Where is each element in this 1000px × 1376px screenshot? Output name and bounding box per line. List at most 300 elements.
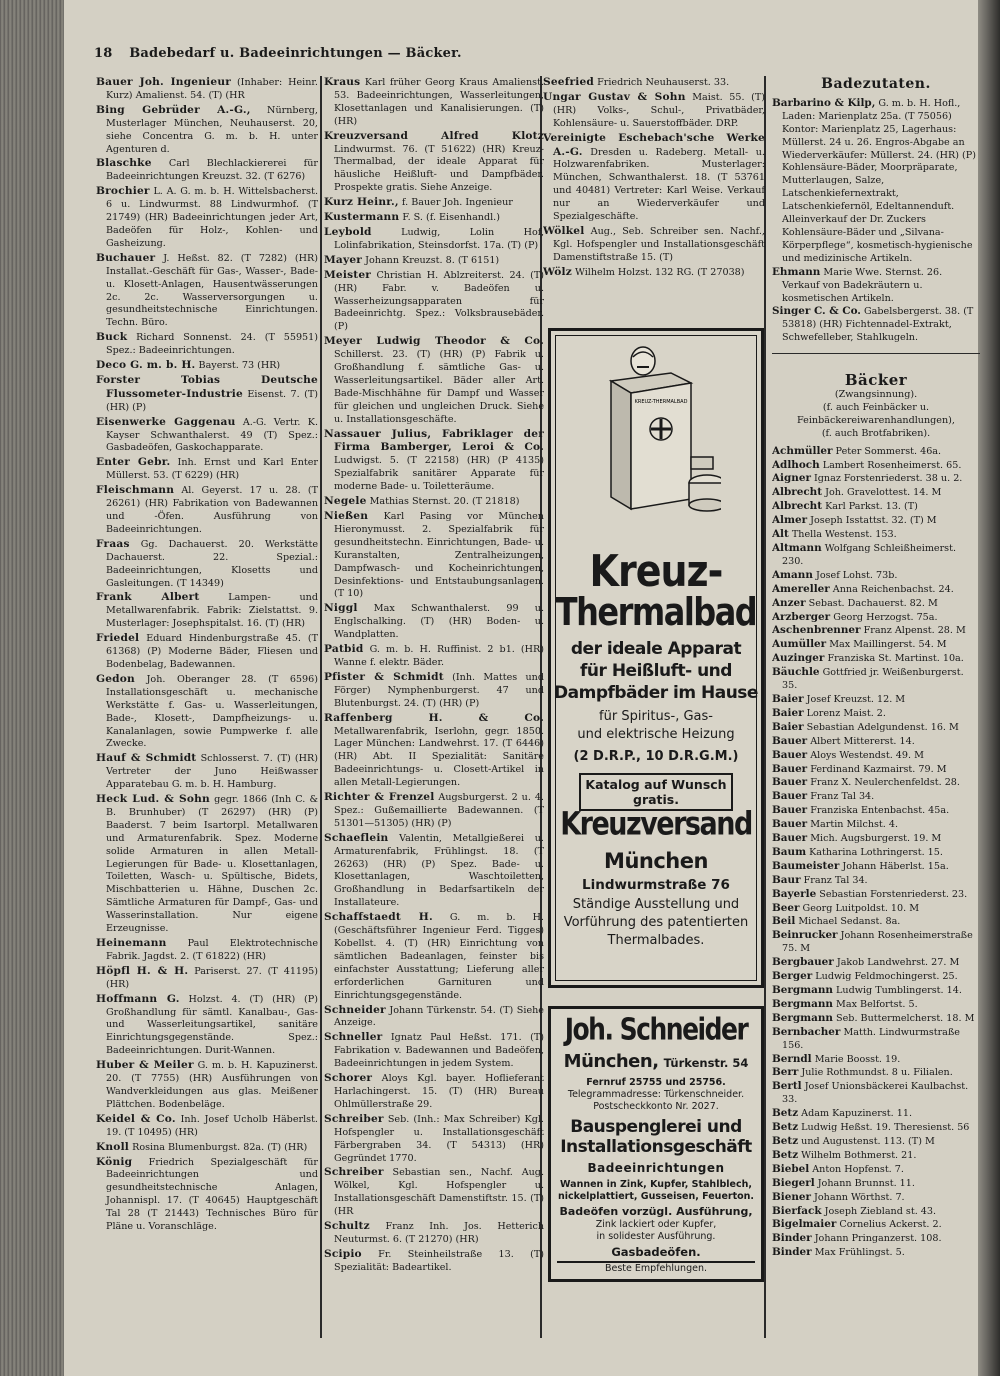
ad2-gas: Gasbadeöfen. <box>611 1245 701 1259</box>
directory-entry <box>96 793 318 936</box>
entry-name: Beil <box>772 915 796 928</box>
entry-name: Frank Albert <box>96 591 200 604</box>
entry-name: Kustermann <box>324 211 400 224</box>
entry-text: Fr. Steinheilstraße 13. (T) Spezialität: Badeartikel. <box>334 1248 544 1273</box>
entry-name: Schneller <box>324 1031 383 1044</box>
entry-name: Betz <box>772 1121 799 1134</box>
directory-entry <box>772 1135 980 1149</box>
entry-name: Kreuzversand Alfred Klotz <box>324 129 544 142</box>
entry-name: Niggl <box>324 602 358 615</box>
entry-name: Seefried <box>543 76 595 88</box>
entry-name: Albrecht <box>772 486 823 499</box>
directory-entry <box>324 911 544 1002</box>
entry-text: Eduard Hindenburgstraße 45. (T 61368) (P) Moderne Bäder, Fliesen und Bodenbelag, Badewannen. <box>106 633 318 670</box>
entry-name: Bierfack <box>772 1204 822 1217</box>
directory-entry <box>324 643 544 670</box>
entry-name: Bauer <box>772 776 808 789</box>
entry-text: Ludwigst. 5. (T 22158) (HR) (P 4135) Spezialfabrik sanitärer Apparate für moderne Bade- u. Toiletteräume. <box>334 455 544 493</box>
directory-entry <box>96 1141 318 1155</box>
page-number: 18 <box>94 46 113 61</box>
entry-name: Schaeflein <box>324 831 389 844</box>
directory-entry <box>772 1026 980 1053</box>
directory-entry <box>772 735 980 749</box>
ad-line: und elektrische Heizung <box>577 727 735 742</box>
directory-entry <box>772 1053 980 1067</box>
entry-text: Adam Kapuzinerst. 11. <box>801 1108 912 1120</box>
directory-entry <box>772 1246 980 1260</box>
entry-text: gegr. 1866 (Inh C. & B. Brunhuber) (T 26297) (HR) (P) Baaderst. 7 beim Isartorpl. Metallwaren und Armaturenfabrik. Spez. Moderne solide Armaturen in allen Metall-Legierungen für Bade- u. Klosettanlagen, Toiletten, Wasch- u. Spültische, Bidets, Mischbatterien u. Hähne, Duschen 2c. Sämtliche Armaturen für Dampf-, Gas- und Wasserinstallation. Nur eigene Erzeugnisse. <box>106 794 318 935</box>
entry-text: Schlosserst. 7. (T) (HR) Vertreter der Juno Heißwasser Apparatebau G. m. b. H. Hamburg. <box>106 753 318 791</box>
directory-entry <box>96 673 318 751</box>
directory-entry <box>772 818 980 832</box>
entry-text: Max Frühlingst. 5. <box>814 1247 905 1259</box>
entry-name: Heinemann <box>96 937 167 949</box>
entry-text: Anton Hopfenst. 7. <box>812 1163 904 1175</box>
entry-text: Martin Milchst. 4. <box>810 819 899 831</box>
schneider-advertisement <box>548 1006 764 1282</box>
kreuz-thermalbad-advertisement <box>548 328 764 988</box>
entry-name: Eisenwerke Gaggenau <box>96 415 236 428</box>
directory-entry <box>772 984 980 998</box>
entry-name: Achmüller <box>772 444 833 457</box>
entry-name: Betz <box>772 1148 799 1161</box>
section-title-badezutaten: Badezutaten. <box>821 76 931 92</box>
ad2-business: Bauspenglerei und <box>570 1117 742 1137</box>
ad2-offer: in solidester Ausführung. <box>596 1231 716 1242</box>
entry-name: Biener <box>772 1190 811 1203</box>
entry-name: Buchauer <box>96 251 156 264</box>
entry-name: Buck <box>96 331 128 344</box>
ad-line: der ideale Apparat <box>570 639 742 659</box>
directory-entry <box>324 130 544 196</box>
entry-name: Betz <box>772 1134 799 1147</box>
entry-name: Baum <box>772 845 807 858</box>
entry-text: Ludwig Feldmochingerst. 25. <box>815 971 958 983</box>
entry-text: Pariserst. 27. (T 41195) (HR) <box>106 965 318 990</box>
directory-entry <box>324 712 544 790</box>
directory-entry <box>324 76 544 129</box>
entry-name: Wölkel <box>543 224 585 237</box>
directory-entry <box>772 500 980 514</box>
column-rule <box>320 76 322 1338</box>
directory-entry <box>772 1163 980 1177</box>
entry-text: (Inhaber: Heinr. Kurz) Amalienst. 54. (T) (HR <box>106 77 318 101</box>
entry-text: Joseph Isstattst. 32. (T) M <box>810 515 937 527</box>
entry-text: Sebast. Dachauerst. 82. M <box>808 597 938 609</box>
entry-text: Katharina Lothringerst. 15. <box>809 846 943 858</box>
entry-name: Bergmann <box>772 1011 833 1024</box>
directory-entry <box>96 538 318 591</box>
entry-name: Altmann <box>772 542 822 554</box>
entry-text: Wolfgang Schleißheimerst. 230. <box>782 543 957 567</box>
entry-text: Al. Geyerst. 17 u. 28. (T 26261) (HR) Fabrikation von Badewannen und -Öfen. Ausführung von Badeeinrichtungen. <box>106 485 318 535</box>
entry-text: Marie Wwe. Sternst. 26. Verkauf von Badekräutern u. kosmetischen Artikeln. <box>782 266 943 304</box>
directory-entry <box>772 749 980 763</box>
directory-entry <box>96 752 318 792</box>
directory-entry <box>772 1121 980 1135</box>
entry-text: Johann Wörthst. 7. <box>814 1191 905 1203</box>
entry-text: Friedrich Neuhauserst. 33. <box>597 77 730 88</box>
entry-text: Michael Sedanst. 8a. <box>798 916 901 928</box>
entry-name: Scipio <box>324 1247 362 1260</box>
directory-entry <box>324 269 544 335</box>
entry-name: Baier <box>772 706 804 719</box>
entry-name: Arzberger <box>772 610 831 623</box>
entry-text: Eisenst. 7. (T) (HR) (P) <box>106 388 318 413</box>
entry-text: Johann Kreuzst. 8. (T 6151) <box>365 254 500 266</box>
ad-headline: Thermalbad <box>555 589 757 635</box>
directory-entry <box>324 196 544 210</box>
directory-entry <box>772 597 980 611</box>
directory-entry <box>772 486 980 500</box>
entry-text: Thella Westenst. 153. <box>791 529 897 541</box>
tank-label: KREUZ-THERMALBAD <box>634 399 688 405</box>
entry-name: Schaffstaedt H. <box>324 911 433 924</box>
directory-entry <box>96 1059 318 1112</box>
directory-entry <box>772 721 980 735</box>
entry-text: Franz Tal 34. <box>803 874 868 886</box>
directory-entry <box>772 1218 980 1232</box>
directory-entry <box>324 1166 544 1219</box>
directory-entry <box>324 495 544 509</box>
directory-entry <box>772 970 980 984</box>
entry-name: Albrecht <box>772 500 823 513</box>
entry-name: Brochier <box>96 185 150 198</box>
ad2-name: Joh. Schneider <box>564 1012 748 1047</box>
ad2-offer: Zink lackiert oder Kupfer, <box>595 1219 717 1230</box>
entry-name: Ungar Gustav & Sohn <box>543 90 686 103</box>
directory-entry <box>772 860 980 874</box>
entry-name: Pfister & Schmidt <box>324 670 444 683</box>
directory-entry <box>96 591 318 631</box>
ad-street: Lindwurmstraße 76 <box>582 877 730 893</box>
directory-entry <box>772 445 980 459</box>
entry-name: Fleischmann <box>96 484 175 497</box>
entry-text: Franziska St. Martinst. 10a. <box>827 653 964 665</box>
directory-entry <box>772 998 980 1012</box>
entry-name: Aumüller <box>772 638 827 651</box>
entry-text: Aloys Westendst. 49. M <box>810 749 924 761</box>
entry-name: Bäuchle <box>772 666 820 679</box>
entry-text: Max Belfortst. 5. <box>836 998 918 1010</box>
directory-entry <box>772 763 980 777</box>
directory-entry <box>772 693 980 707</box>
entry-text: Josef Lohst. 73b. <box>815 569 898 581</box>
directory-entry <box>324 226 544 253</box>
ad2-business: Installationsgeschäft <box>560 1137 752 1157</box>
entry-text: Franz Alpenst. 28. M <box>863 625 966 637</box>
entry-name: Baumeister <box>772 859 840 872</box>
directory-entry <box>543 91 765 131</box>
ad2-footer: Beste Empfehlungen. <box>605 1263 707 1274</box>
entry-name: Bauer <box>772 790 808 803</box>
entry-name: Schneider <box>324 1003 386 1016</box>
entry-text: Paul Elektrotechnische Fabrik. Jagdst. 2. (T 61822) (HR) <box>106 938 318 962</box>
entry-name: Alt <box>772 528 789 541</box>
directory-entry <box>96 331 318 358</box>
directory-entry <box>772 528 980 542</box>
entry-name: Vereinigte Eschebach'sche Werke A.-G. <box>543 131 765 158</box>
directory-entry <box>96 76 318 103</box>
entry-text: Holzst. 4. (T) (HR) (P) Großhandlung für sämtl. Kanalbau-, Gas- und Wasserleitungsartikel, sanitäre Einrichtungsgegenstände. Spez.: Badeeinrichtungen. Durit-Wannen. <box>106 993 318 1057</box>
directory-entry <box>324 832 544 910</box>
entry-text: Carl Blechlackiererei für Badeeinrichtungen Kreuzst. 32. (T 6276) <box>106 158 318 183</box>
entry-name: Bauer <box>772 734 808 747</box>
entry-text: Inh. Josef Ucholb Häberlst. 19. (T 10495) (HR) <box>106 1113 318 1138</box>
entry-text: Metallwarenfabrik, Iserlohn, gegr. 1850. Lager München: Landwehrst. 17. (T 6446) (HR) Abt. II Spezialität: Sanitäre Badeeinrichtungs- u. Closett-Artikel in allen Metall-Legierungen. <box>334 725 544 789</box>
entry-text: Rosina Blumenburgst. 82a. (T) (HR) <box>132 1141 308 1153</box>
entry-text: Sebastian Forstenriederst. 23. <box>819 888 968 900</box>
entry-name: Nießen <box>324 510 369 522</box>
entry-text: Karl Pasing vor München Hieronymusst. 2. Spezialfabrik für gesundheitstechn. Einrichtungen, Bade- u. Kuranstalten, Zentralheizungen, Dampfwasch- und Kocheinrichtungen, Desinfektions- und Entstaubungsanlagen. (T 10) <box>334 511 544 600</box>
entry-text: Sebastian sen., Nachf. Aug. Wölkel, Kgl. Hofspengler u. Installationsgeschäft Damenstiftstr. 15. (T) (HR <box>334 1167 544 1218</box>
entry-name: Bergbauer <box>772 956 834 969</box>
entry-text: F. S. (f. Eisenhandl.) <box>402 212 500 224</box>
directory-entry <box>772 888 980 902</box>
entry-text: Matth. Lindwurmstraße 156. <box>782 1026 960 1051</box>
entry-name: Keidel & Co. <box>96 1112 176 1125</box>
directory-entry <box>324 1220 544 1247</box>
ad-headline: Kreuz- <box>589 545 723 597</box>
entry-name: Heck Lud. & Sohn <box>96 793 210 806</box>
entry-text: A.-G. Vertr. K. Kayser Schwanthalerst. 49 (T) Spez.: Gasbadeöfen, Gaskochapparate. <box>106 416 318 454</box>
entry-name: Huber & Meiler <box>96 1059 194 1072</box>
entry-text: (Inh. Mattes und Förger) Nymphenburgerst. 47 und Blutenburgst. 24. (T) (HR) (P) <box>334 671 544 709</box>
entry-name: Fraas <box>96 537 130 550</box>
entry-name: Kraus <box>324 76 361 88</box>
entry-name: Schorer <box>324 1072 373 1085</box>
entry-text: Aloys Kgl. bayer. Hoflieferant Harlachingerst. 15. (T) (HR) Bureau Ohlmüllerstraße 29. <box>334 1073 544 1110</box>
entry-text: Gg. Dachauerst. 20. Werkstätte Dachauerst. 22. Spezial.: Badeeinrichtungen, Klosetts und Gasleitungen. (T 14349) <box>106 538 318 589</box>
ad2-street: Türkenstr. 54 <box>663 1056 749 1070</box>
entry-text: Jakob Landwehrst. 27. M <box>836 957 960 969</box>
entry-name: Aigner <box>772 472 811 485</box>
directory-entry <box>324 254 544 268</box>
entry-text: Gabelsbergerst. 38. (T 53818) (HR) Fichtennadel-Extrakt, Schwefelleber, Stahlkugeln. <box>782 306 974 344</box>
ad2-city: München, <box>563 1051 659 1072</box>
entry-name: Anzer <box>772 596 806 609</box>
ad-line: für Heißluft- und <box>580 661 732 681</box>
directory-entry <box>772 542 980 569</box>
entry-text: Aug., Seb. Schreiber sen. Nachf., Kgl. Hofspengler und Installationsgeschäft Damenstiftstraße 15. (T) <box>553 225 765 263</box>
entry-name: Meyer Ludwig Theodor & Co. <box>324 335 544 348</box>
ad2-products: nickelplattiert, Gusseisen, Feuerton. <box>557 1191 755 1202</box>
entry-name: Schultz <box>324 1220 370 1233</box>
ad-catalog-box: Katalog auf Wunsch gratis. <box>579 773 733 811</box>
entry-text: Ferdinand Kazmairst. 79. M <box>810 763 947 775</box>
column-d <box>772 76 980 1346</box>
directory-entry <box>96 1113 318 1140</box>
directory-entry <box>772 652 980 666</box>
entry-name: Bauer <box>772 748 808 761</box>
page-title: Badebedarf u. Badeeinrichtungen — Bäcker. <box>129 46 462 61</box>
directory-entry <box>772 305 980 345</box>
entry-name: Baur <box>772 873 801 886</box>
entry-text: Seb. (Inh.: Max Schreiber) Kgl. Hofspengler u. Installationsgeschäft Färbergraben 34. (T 54313) (HR) Gegründet 1770. <box>334 1113 544 1164</box>
entry-text: Inh. Ernst und Karl Enter Müllerst. 53. (T 6229) (HR) <box>106 457 318 482</box>
entry-text: Johann Rosenheimerstraße 75. M <box>782 930 973 955</box>
entry-name: Bing Gebrüder A.-G., <box>96 103 251 116</box>
directory-entry <box>772 266 980 306</box>
directory-entry <box>324 1113 544 1166</box>
entry-name: Mayer <box>324 253 363 266</box>
entry-text: Josef Kreuzst. 12. M <box>806 693 906 705</box>
entry-name: Richter & Frenzel <box>324 791 435 804</box>
entry-text: Ludwig Tumblingerst. 14. <box>836 985 962 996</box>
entry-name: Berndl <box>772 1052 812 1065</box>
entry-name: Beinrucker <box>772 929 838 942</box>
entry-name: Knoll <box>96 1140 130 1153</box>
entry-text: Gottfried jr. Weißenburgerst. 35. <box>782 667 964 692</box>
entry-text: Lampen- und Metallwarenfabrik. Fabrik: Zielstattst. 9. Musterlager: Josephspitalst. 16. (T) (HR) <box>106 592 318 630</box>
entry-text: G. m. b. H. Kapuzinerst. 20. (T 7755) (HR) Ausführungen von Wandverkleidungen aus glas. Meißener Plättchen. Bodenbeläge. <box>106 1060 318 1110</box>
directory-entry <box>772 1149 980 1163</box>
ad-city: München <box>604 849 708 873</box>
directory-entry <box>772 1080 980 1107</box>
directory-entry <box>96 1156 318 1234</box>
directory-entry <box>772 1191 980 1205</box>
entry-name: Deco G. m. b. H. <box>96 359 196 372</box>
entry-text: Peter Sommerst. 46a. <box>835 445 942 457</box>
directory-entry <box>772 1012 980 1026</box>
entry-text: Ignaz Forstenriederst. 38 u. 2. <box>813 473 963 485</box>
ad-company: Kreuzversand <box>560 805 752 844</box>
directory-entry <box>772 832 980 846</box>
entry-text: Joseph Ziebland st. 43. <box>824 1205 937 1217</box>
entry-name: Raffenberg H. & Co. <box>324 711 544 724</box>
section-divider <box>772 353 980 354</box>
directory-entry <box>772 1205 980 1219</box>
page-header <box>94 46 734 70</box>
directory-entry <box>772 569 980 583</box>
entry-name: Enter Gebr. <box>96 456 171 469</box>
directory-entry <box>772 846 980 860</box>
entry-name: Gedon <box>96 672 135 685</box>
directory-entry <box>772 624 980 638</box>
entry-name: Höpfl H. & H. <box>96 964 189 977</box>
ad2-postcheck: Postscheckkonto Nr. 2027. <box>593 1101 719 1112</box>
entry-text: Ludwig, Lolin Hof, Lolinfabrikation, Steinsdorfst. 17a. (T) (P) <box>334 226 544 251</box>
entry-text: J. Heßst. 82. (T 7282) (HR) Installat.-Geschäft für Gas-, Wasser-, Bade- u. Klosett-Anlagen, Hausentwässerungen 2c. 2c. Wasserversorgungen u. gesundheitstechnische Einrichtungen. Techn. Büro. <box>106 252 318 329</box>
ad-line: Ständige Ausstellung und <box>572 897 740 912</box>
directory-entry <box>772 666 980 693</box>
entry-name: Bertl <box>772 1080 802 1093</box>
entry-name: König <box>96 1155 133 1168</box>
entry-name: Meister <box>324 268 372 281</box>
entry-name: Forster Tobias Deutsche Flussometer-Industrie <box>96 373 318 400</box>
directory-entry <box>543 132 765 224</box>
directory-entry <box>96 252 318 330</box>
entry-text: G. m. b. H. Ruffinist. 2 b1. (HR) Wanne f. elektr. Bäder. <box>334 644 544 668</box>
directory-entry <box>772 956 980 970</box>
directory-entry <box>96 456 318 483</box>
badezutaten-entries <box>772 97 980 345</box>
entry-text: Karl Parkst. 13. (T) <box>825 501 918 513</box>
entry-text: Franz Inh. Jos. Hetterich Neuturmst. 6. (T 21270) (HR) <box>334 1221 544 1245</box>
entry-text: G. m. b. H. (Geschäftsführer Ingenieur Ferd. Tigges) Kobellst. 4. (T) (HR) Einrichtung von sämtlichen Badeanlagen, feinster bis einfachster Ausstattung; Lieferung aller erforderlichen Garnituren und Einrichtungsgegenstände. <box>334 912 544 1001</box>
ad2-telegram: Telegrammadresse: Türkenschneider. <box>567 1089 745 1100</box>
entry-text: Valentin, Metallgießerei u. Armaturenfabrik, Frühlingst. 18. (T 26263) (HR) (P) Spez. Bade- u. Klosettanlagen, Waschtoiletten, Großhandlung in Bedarfsartikeln der Installateure. <box>334 832 544 909</box>
entry-name: Bauer Joh. Ingenieur <box>96 76 231 88</box>
entry-text: Josef Unionsbäckerei Kaulbachst. 33. <box>782 1081 969 1106</box>
directory-entry <box>772 707 980 721</box>
section-subtitle: (Zwangsinnung). <box>834 389 918 401</box>
entry-text: Max Maillingerst. 54. M <box>829 639 947 651</box>
entry-text: Albert Mittererst. 14. <box>810 735 915 747</box>
entry-text: Franziska Entenbachst. 45a. <box>810 805 950 817</box>
directory-entry <box>96 416 318 456</box>
thermalbad-cabinet-illustration <box>591 337 721 537</box>
entry-text: Marie Boosst. 19. <box>814 1053 901 1065</box>
entry-name: Barbarino & Kilp, <box>772 96 876 109</box>
page-shadow-edge <box>978 0 1000 1376</box>
entry-text: Joh. Gravelottest. 14. M <box>825 487 942 499</box>
entry-name: Adlhoch <box>772 458 820 471</box>
entry-name: Biebel <box>772 1162 810 1175</box>
directory-entry <box>543 76 765 90</box>
entry-name: Binder <box>772 1246 812 1259</box>
entry-text: Franz Tal 34. <box>810 791 875 803</box>
entry-name: Hauf & Schmidt <box>96 752 197 765</box>
directory-entry <box>96 965 318 992</box>
entry-name: Patbid <box>324 643 364 656</box>
entry-text: Julie Rothmundst. 8 u. Filialen. <box>801 1067 953 1079</box>
directory-entry <box>96 104 318 157</box>
entry-name: Negele <box>324 495 367 508</box>
entry-text: Christian H. Ablzreiterst. 24. (T) (HR) Fabr. v. Badeöfen u. Wasserheizungsapparaten für Badeeinrichtg. Spez.: Volksbrausebäder. (P) <box>334 269 544 333</box>
ad-patent: (2 D.R.P., 10 D.R.G.M.) <box>573 749 739 764</box>
directory-entry <box>772 459 980 473</box>
directory-entry <box>772 638 980 652</box>
ad-line: Dampfbäder im Hause <box>554 683 758 703</box>
ad2-business: Badeeinrichtungen <box>587 1161 725 1175</box>
entry-name: Berger <box>772 970 813 983</box>
directory-entry <box>772 804 980 818</box>
directory-entry <box>772 915 980 929</box>
entry-text: Johann Pringanzerst. 108. <box>814 1233 942 1245</box>
directory-entry <box>772 929 980 956</box>
directory-entry <box>772 776 980 790</box>
entry-text: Georg Luitpoldst. 10. M <box>802 902 920 914</box>
ad2-offer: Badeöfen vorzügl. Ausführung, <box>559 1205 753 1218</box>
entry-text: Joh. Oberanger 28. (T 6596) Installationsgeschäft u. mechanische Werkstätte f. Gas- u. Wasserleitungen, Bade-, Klosett-, Dampfheizungs- u. Kanalanlagen, sowie Pumpwerke f. alle Zwecke. <box>106 673 318 750</box>
entry-text: Schillerst. 23. (T) (HR) (P) Fabrik u. Großhandlung f. sämtliche Gas- u. Wasserleitungsartikel. Bäder aller Art. Bade-Mischhähne für Dampf und Wasser für gleichen und ungleichen Druck. Siehe u. Installationsgeschäfte. <box>334 349 544 425</box>
entry-text: Franz X. Neulerchenfeldst. 28. <box>810 777 960 789</box>
entry-text: Lindwurmst. 76. (T 51622) (HR) Kreuz-Thermalbad, der ideale Apparat für häusliche Heißluft- und Dampfbäder. Prospekte gratis. Siehe Anzeige. <box>334 143 544 194</box>
entry-text: Nürnberg, Musterlager München, Neuhauserst. 20, siehe Concentra G. m. b. H. unter Agenturen d. <box>106 104 318 155</box>
ad-line: Vorführung des patentierten <box>563 915 749 930</box>
directory-entry <box>324 335 544 426</box>
column-b <box>324 76 544 1346</box>
entry-name: Schreiber <box>324 1112 384 1125</box>
directory-entry <box>324 211 544 225</box>
entry-name: Bauer <box>772 804 808 817</box>
entry-text: G. m. b. H. Hofl., Laden: Marienplatz 25a. (T 75056) Kontor: Marienplatz 25, Lagerhaus: Müllerst. 24 u. 26. Engros-Abgabe an Wiederverkäufer: Müllerst. 24. (HR) (P) Kohlensäure-Bäder, Moorpräparate, Mutterlaugen, Salze, Latschenkiefernextrakt, Latschenkiefernöl, Edeltannenduft. Alleinverkauf der Dr. Zuckers Kohlensäure-Bäder und „Silvana-Körperpflege“, kosmetisch-hygienische und medizinische Artikeln. <box>782 97 976 264</box>
entry-name: Bayerle <box>772 887 817 900</box>
entry-text: Georg Herzogst. 75a. <box>833 611 938 623</box>
entry-name: Bergmann <box>772 984 833 996</box>
book-binding-edge <box>0 0 64 1376</box>
directory-entry <box>543 266 765 280</box>
entry-name: Amann <box>772 568 813 581</box>
entry-name: Ehmann <box>772 265 821 278</box>
directory-entry <box>772 874 980 888</box>
directory-entry <box>96 359 318 373</box>
entry-text: Augsburgerst. 2 u. 4. Spez.: Gußemaillierte Badewannen. (T 51301—51305) (HR) (P) <box>334 792 544 829</box>
directory-entry <box>772 790 980 804</box>
directory-entry <box>96 185 318 251</box>
directory-entry <box>96 937 318 964</box>
